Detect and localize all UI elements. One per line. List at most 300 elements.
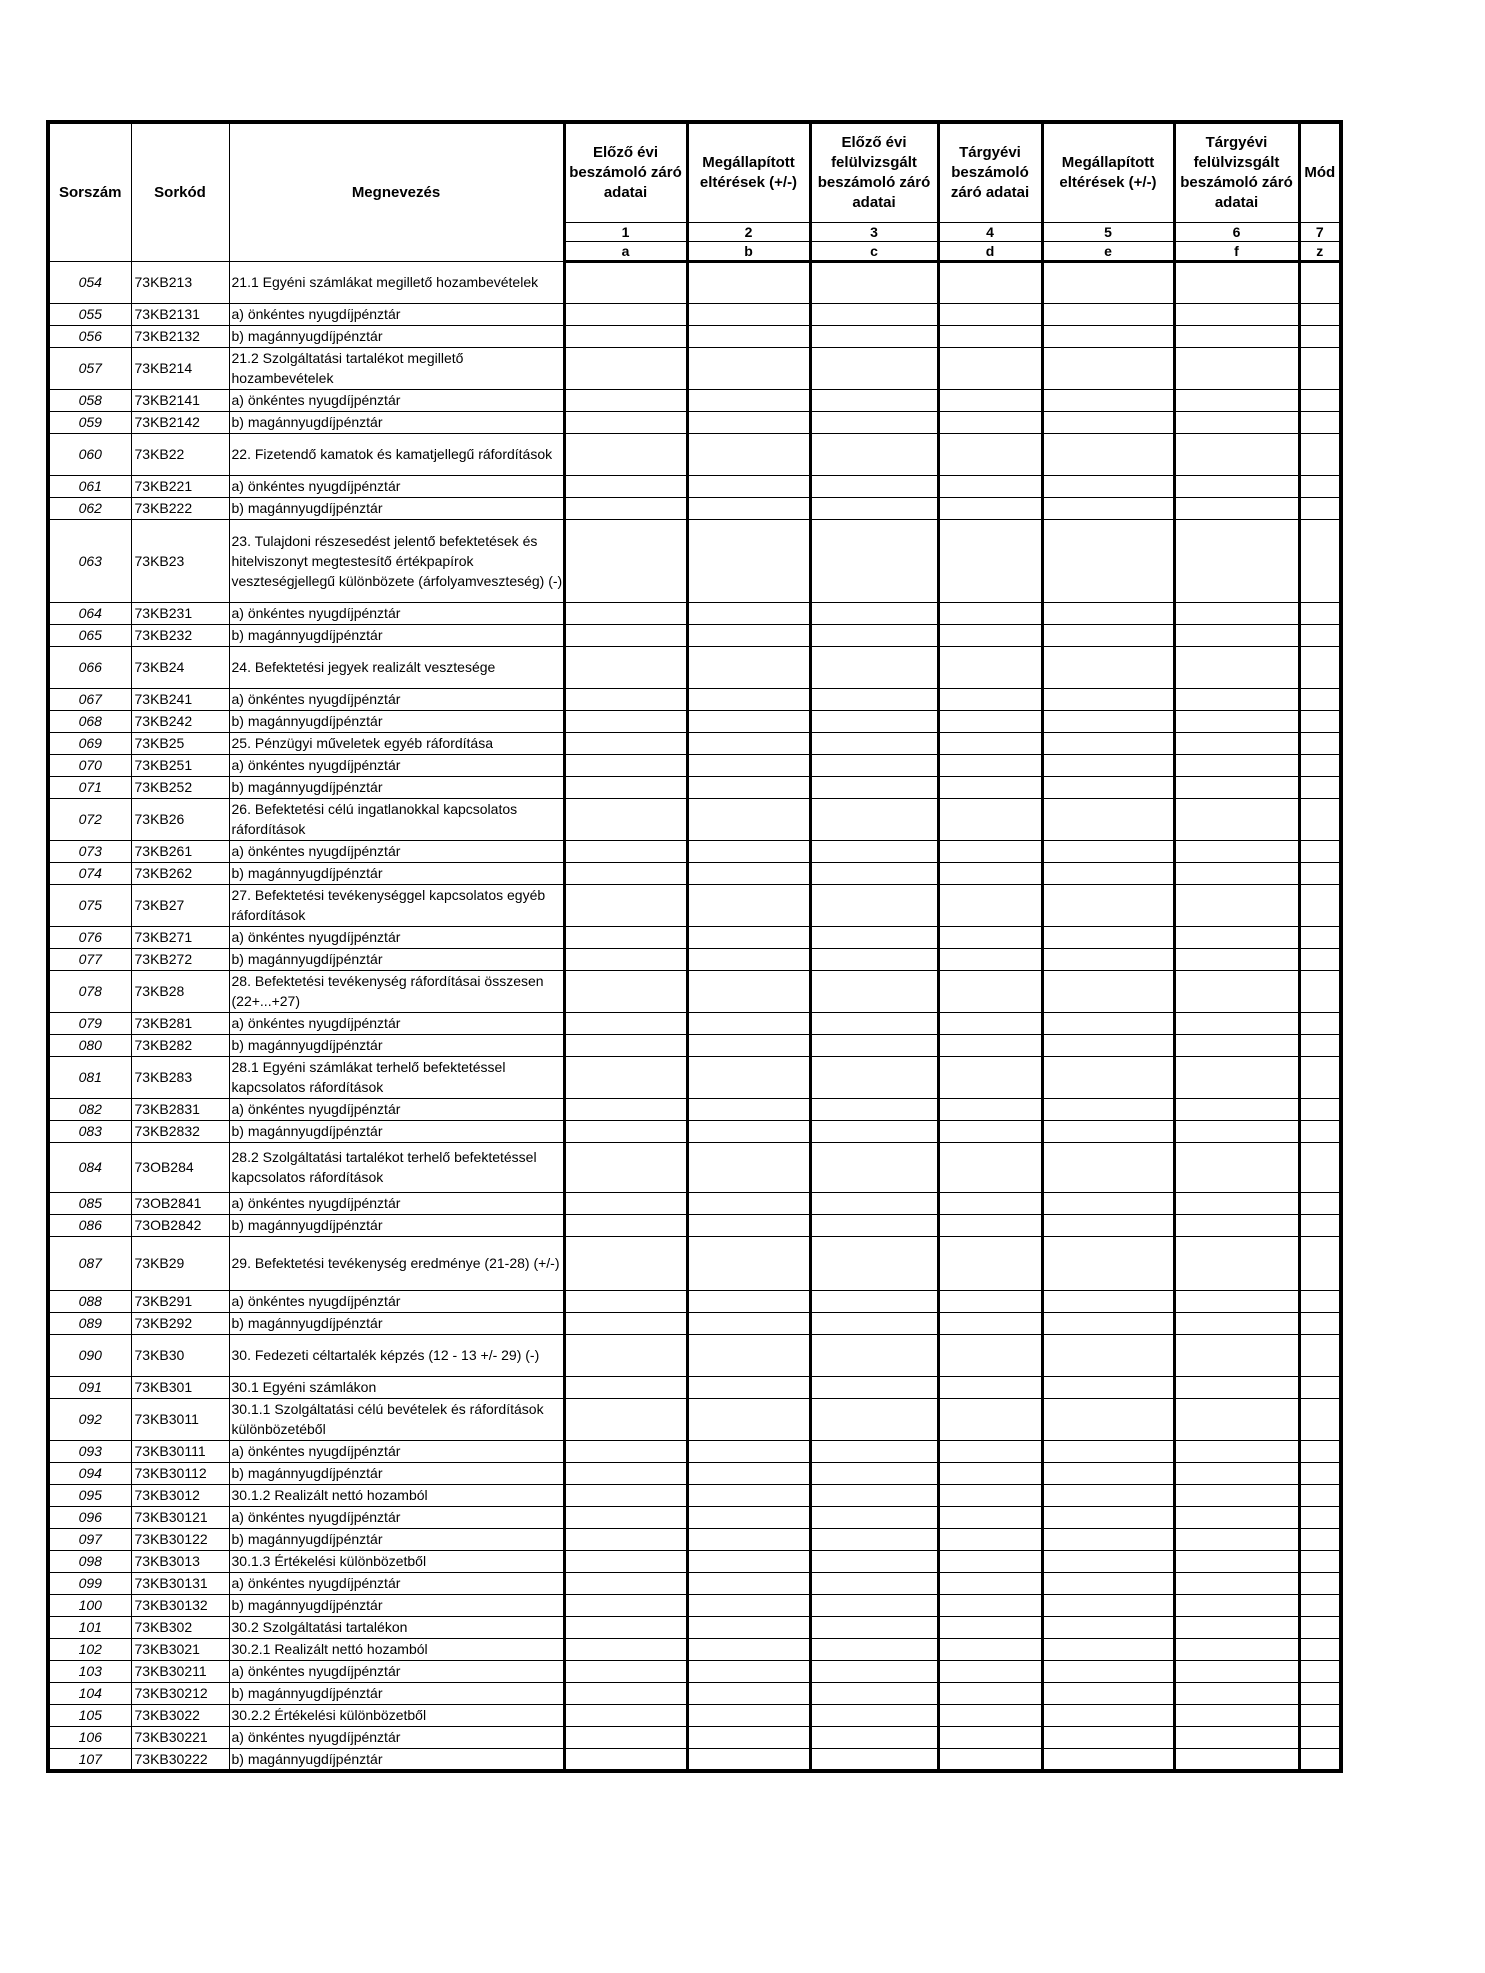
value-cell[interactable]	[1174, 1334, 1299, 1376]
value-cell[interactable]	[1174, 347, 1299, 389]
value-cell[interactable]	[1299, 1376, 1341, 1398]
value-cell[interactable]	[1042, 754, 1174, 776]
value-cell[interactable]	[938, 1214, 1042, 1236]
value-cell[interactable]	[938, 862, 1042, 884]
value-cell[interactable]	[564, 389, 687, 411]
value-cell[interactable]	[1174, 497, 1299, 519]
value-cell[interactable]	[810, 884, 938, 926]
value-cell[interactable]	[810, 1142, 938, 1192]
value-cell[interactable]	[564, 519, 687, 602]
value-cell[interactable]	[564, 1528, 687, 1550]
value-cell[interactable]	[810, 1398, 938, 1440]
value-cell[interactable]	[564, 261, 687, 303]
value-cell[interactable]	[564, 646, 687, 688]
value-cell[interactable]	[1174, 1440, 1299, 1462]
value-cell[interactable]	[1174, 798, 1299, 840]
value-cell[interactable]	[1042, 1056, 1174, 1098]
value-cell[interactable]	[1174, 325, 1299, 347]
value-cell[interactable]	[938, 1312, 1042, 1334]
value-cell[interactable]	[938, 1236, 1042, 1290]
value-cell[interactable]	[810, 1462, 938, 1484]
value-cell[interactable]	[810, 1334, 938, 1376]
value-cell[interactable]	[1299, 1638, 1341, 1660]
value-cell[interactable]	[1174, 1484, 1299, 1506]
value-cell[interactable]	[938, 1660, 1042, 1682]
value-cell[interactable]	[938, 1682, 1042, 1704]
value-cell[interactable]	[1042, 1748, 1174, 1771]
value-cell[interactable]	[810, 1550, 938, 1572]
value-cell[interactable]	[938, 1748, 1042, 1771]
value-cell[interactable]	[938, 347, 1042, 389]
value-cell[interactable]	[687, 754, 810, 776]
value-cell[interactable]	[938, 1440, 1042, 1462]
value-cell[interactable]	[1174, 970, 1299, 1012]
value-cell[interactable]	[1174, 1528, 1299, 1550]
value-cell[interactable]	[1042, 646, 1174, 688]
value-cell[interactable]	[1042, 1572, 1174, 1594]
value-cell[interactable]	[1174, 475, 1299, 497]
value-cell[interactable]	[1174, 1616, 1299, 1638]
value-cell[interactable]	[1174, 862, 1299, 884]
value-cell[interactable]	[1299, 1034, 1341, 1056]
value-cell[interactable]	[938, 1572, 1042, 1594]
value-cell[interactable]	[564, 1334, 687, 1376]
value-cell[interactable]	[1042, 970, 1174, 1012]
value-cell[interactable]	[1174, 732, 1299, 754]
value-cell[interactable]	[938, 433, 1042, 475]
value-cell[interactable]	[938, 754, 1042, 776]
value-cell[interactable]	[687, 1290, 810, 1312]
value-cell[interactable]	[1042, 433, 1174, 475]
value-cell[interactable]	[687, 1726, 810, 1748]
value-cell[interactable]	[1042, 1192, 1174, 1214]
value-cell[interactable]	[810, 1290, 938, 1312]
value-cell[interactable]	[1174, 519, 1299, 602]
value-cell[interactable]	[938, 1484, 1042, 1506]
value-cell[interactable]	[687, 840, 810, 862]
value-cell[interactable]	[938, 1334, 1042, 1376]
value-cell[interactable]	[938, 475, 1042, 497]
value-cell[interactable]	[564, 347, 687, 389]
value-cell[interactable]	[1299, 1506, 1341, 1528]
value-cell[interactable]	[1042, 688, 1174, 710]
value-cell[interactable]	[687, 1398, 810, 1440]
value-cell[interactable]	[1042, 1098, 1174, 1120]
value-cell[interactable]	[810, 1704, 938, 1726]
value-cell[interactable]	[938, 1056, 1042, 1098]
value-cell[interactable]	[810, 1726, 938, 1748]
value-cell[interactable]	[564, 1748, 687, 1771]
value-cell[interactable]	[687, 475, 810, 497]
value-cell[interactable]	[564, 1056, 687, 1098]
value-cell[interactable]	[564, 948, 687, 970]
value-cell[interactable]	[687, 1334, 810, 1376]
value-cell[interactable]	[1042, 776, 1174, 798]
value-cell[interactable]	[810, 389, 938, 411]
value-cell[interactable]	[938, 1704, 1042, 1726]
value-cell[interactable]	[1042, 732, 1174, 754]
value-cell[interactable]	[1299, 1398, 1341, 1440]
value-cell[interactable]	[1042, 1398, 1174, 1440]
value-cell[interactable]	[687, 1312, 810, 1334]
value-cell[interactable]	[1174, 261, 1299, 303]
value-cell[interactable]	[1299, 389, 1341, 411]
value-cell[interactable]	[687, 1142, 810, 1192]
value-cell[interactable]	[1174, 688, 1299, 710]
value-cell[interactable]	[1042, 1290, 1174, 1312]
value-cell[interactable]	[938, 303, 1042, 325]
value-cell[interactable]	[1042, 497, 1174, 519]
value-cell[interactable]	[938, 970, 1042, 1012]
value-cell[interactable]	[1174, 840, 1299, 862]
value-cell[interactable]	[1299, 1142, 1341, 1192]
value-cell[interactable]	[1299, 1748, 1341, 1771]
value-cell[interactable]	[1174, 754, 1299, 776]
value-cell[interactable]	[1299, 948, 1341, 970]
value-cell[interactable]	[1042, 475, 1174, 497]
value-cell[interactable]	[564, 1214, 687, 1236]
value-cell[interactable]	[810, 347, 938, 389]
value-cell[interactable]	[1299, 519, 1341, 602]
value-cell[interactable]	[564, 602, 687, 624]
value-cell[interactable]	[810, 1376, 938, 1398]
value-cell[interactable]	[687, 1034, 810, 1056]
value-cell[interactable]	[1042, 798, 1174, 840]
value-cell[interactable]	[1174, 1638, 1299, 1660]
value-cell[interactable]	[938, 1638, 1042, 1660]
value-cell[interactable]	[938, 1098, 1042, 1120]
value-cell[interactable]	[687, 325, 810, 347]
value-cell[interactable]	[564, 688, 687, 710]
value-cell[interactable]	[1174, 1660, 1299, 1682]
value-cell[interactable]	[1299, 1012, 1341, 1034]
value-cell[interactable]	[1299, 411, 1341, 433]
value-cell[interactable]	[810, 776, 938, 798]
value-cell[interactable]	[1174, 602, 1299, 624]
value-cell[interactable]	[564, 970, 687, 1012]
value-cell[interactable]	[687, 519, 810, 602]
value-cell[interactable]	[687, 1214, 810, 1236]
value-cell[interactable]	[1042, 261, 1174, 303]
value-cell[interactable]	[1042, 926, 1174, 948]
value-cell[interactable]	[1299, 646, 1341, 688]
value-cell[interactable]	[1042, 1484, 1174, 1506]
value-cell[interactable]	[810, 303, 938, 325]
value-cell[interactable]	[1174, 1594, 1299, 1616]
value-cell[interactable]	[564, 754, 687, 776]
value-cell[interactable]	[1042, 1236, 1174, 1290]
value-cell[interactable]	[1299, 1312, 1341, 1334]
value-cell[interactable]	[1042, 1120, 1174, 1142]
value-cell[interactable]	[1174, 710, 1299, 732]
value-cell[interactable]	[1299, 688, 1341, 710]
value-cell[interactable]	[938, 798, 1042, 840]
value-cell[interactable]	[810, 519, 938, 602]
value-cell[interactable]	[1299, 347, 1341, 389]
value-cell[interactable]	[1174, 948, 1299, 970]
value-cell[interactable]	[1042, 1704, 1174, 1726]
value-cell[interactable]	[564, 1398, 687, 1440]
value-cell[interactable]	[687, 497, 810, 519]
value-cell[interactable]	[1042, 389, 1174, 411]
value-cell[interactable]	[687, 1056, 810, 1098]
value-cell[interactable]	[1042, 519, 1174, 602]
value-cell[interactable]	[1042, 1550, 1174, 1572]
value-cell[interactable]	[564, 1312, 687, 1334]
value-cell[interactable]	[810, 1236, 938, 1290]
value-cell[interactable]	[1042, 1034, 1174, 1056]
value-cell[interactable]	[938, 840, 1042, 862]
value-cell[interactable]	[938, 261, 1042, 303]
value-cell[interactable]	[938, 1142, 1042, 1192]
value-cell[interactable]	[810, 754, 938, 776]
value-cell[interactable]	[938, 710, 1042, 732]
value-cell[interactable]	[938, 1726, 1042, 1748]
value-cell[interactable]	[564, 926, 687, 948]
value-cell[interactable]	[1299, 1572, 1341, 1594]
value-cell[interactable]	[938, 884, 1042, 926]
value-cell[interactable]	[687, 1704, 810, 1726]
value-cell[interactable]	[1174, 1748, 1299, 1771]
value-cell[interactable]	[810, 1312, 938, 1334]
value-cell[interactable]	[687, 688, 810, 710]
value-cell[interactable]	[1042, 602, 1174, 624]
value-cell[interactable]	[564, 624, 687, 646]
value-cell[interactable]	[564, 840, 687, 862]
value-cell[interactable]	[810, 261, 938, 303]
value-cell[interactable]	[1042, 1726, 1174, 1748]
value-cell[interactable]	[687, 732, 810, 754]
value-cell[interactable]	[810, 1056, 938, 1098]
value-cell[interactable]	[1042, 1506, 1174, 1528]
value-cell[interactable]	[1042, 325, 1174, 347]
value-cell[interactable]	[564, 1726, 687, 1748]
value-cell[interactable]	[687, 1550, 810, 1572]
value-cell[interactable]	[564, 884, 687, 926]
value-cell[interactable]	[564, 1440, 687, 1462]
value-cell[interactable]	[564, 303, 687, 325]
value-cell[interactable]	[938, 948, 1042, 970]
value-cell[interactable]	[810, 1034, 938, 1056]
value-cell[interactable]	[938, 389, 1042, 411]
value-cell[interactable]	[564, 1376, 687, 1398]
value-cell[interactable]	[1299, 433, 1341, 475]
value-cell[interactable]	[687, 1484, 810, 1506]
value-cell[interactable]	[810, 1440, 938, 1462]
value-cell[interactable]	[1299, 1098, 1341, 1120]
value-cell[interactable]	[1299, 1660, 1341, 1682]
value-cell[interactable]	[938, 1506, 1042, 1528]
value-cell[interactable]	[687, 1594, 810, 1616]
value-cell[interactable]	[564, 776, 687, 798]
value-cell[interactable]	[938, 1594, 1042, 1616]
value-cell[interactable]	[1174, 1034, 1299, 1056]
value-cell[interactable]	[687, 1098, 810, 1120]
value-cell[interactable]	[687, 411, 810, 433]
value-cell[interactable]	[1299, 1214, 1341, 1236]
value-cell[interactable]	[564, 1012, 687, 1034]
value-cell[interactable]	[1174, 624, 1299, 646]
value-cell[interactable]	[938, 646, 1042, 688]
value-cell[interactable]	[1299, 732, 1341, 754]
value-cell[interactable]	[564, 475, 687, 497]
value-cell[interactable]	[938, 1120, 1042, 1142]
value-cell[interactable]	[564, 411, 687, 433]
value-cell[interactable]	[810, 1098, 938, 1120]
value-cell[interactable]	[1042, 1638, 1174, 1660]
value-cell[interactable]	[564, 1236, 687, 1290]
value-cell[interactable]	[1299, 497, 1341, 519]
value-cell[interactable]	[1042, 1142, 1174, 1192]
value-cell[interactable]	[687, 776, 810, 798]
value-cell[interactable]	[938, 1616, 1042, 1638]
value-cell[interactable]	[1299, 303, 1341, 325]
value-cell[interactable]	[1299, 602, 1341, 624]
value-cell[interactable]	[564, 862, 687, 884]
value-cell[interactable]	[1299, 1484, 1341, 1506]
value-cell[interactable]	[687, 1376, 810, 1398]
value-cell[interactable]	[938, 1290, 1042, 1312]
value-cell[interactable]	[810, 840, 938, 862]
value-cell[interactable]	[1174, 1376, 1299, 1398]
value-cell[interactable]	[938, 1034, 1042, 1056]
value-cell[interactable]	[687, 1192, 810, 1214]
value-cell[interactable]	[564, 1192, 687, 1214]
value-cell[interactable]	[1174, 1120, 1299, 1142]
value-cell[interactable]	[687, 1506, 810, 1528]
value-cell[interactable]	[1174, 411, 1299, 433]
value-cell[interactable]	[1299, 1616, 1341, 1638]
value-cell[interactable]	[938, 1550, 1042, 1572]
value-cell[interactable]	[564, 433, 687, 475]
value-cell[interactable]	[1299, 1120, 1341, 1142]
value-cell[interactable]	[564, 798, 687, 840]
value-cell[interactable]	[564, 1142, 687, 1192]
value-cell[interactable]	[1299, 710, 1341, 732]
value-cell[interactable]	[1299, 1726, 1341, 1748]
value-cell[interactable]	[810, 1484, 938, 1506]
value-cell[interactable]	[564, 1290, 687, 1312]
value-cell[interactable]	[564, 1704, 687, 1726]
value-cell[interactable]	[687, 1682, 810, 1704]
value-cell[interactable]	[810, 646, 938, 688]
value-cell[interactable]	[1174, 776, 1299, 798]
value-cell[interactable]	[1299, 776, 1341, 798]
value-cell[interactable]	[810, 433, 938, 475]
value-cell[interactable]	[687, 602, 810, 624]
value-cell[interactable]	[810, 710, 938, 732]
value-cell[interactable]	[1299, 1528, 1341, 1550]
value-cell[interactable]	[810, 1638, 938, 1660]
value-cell[interactable]	[687, 1660, 810, 1682]
value-cell[interactable]	[687, 1528, 810, 1550]
value-cell[interactable]	[810, 732, 938, 754]
value-cell[interactable]	[1042, 948, 1174, 970]
value-cell[interactable]	[1299, 1704, 1341, 1726]
value-cell[interactable]	[1042, 1682, 1174, 1704]
value-cell[interactable]	[1299, 754, 1341, 776]
value-cell[interactable]	[1299, 475, 1341, 497]
value-cell[interactable]	[938, 732, 1042, 754]
value-cell[interactable]	[1299, 884, 1341, 926]
value-cell[interactable]	[564, 1550, 687, 1572]
value-cell[interactable]	[1042, 884, 1174, 926]
value-cell[interactable]	[1174, 1704, 1299, 1726]
value-cell[interactable]	[1174, 389, 1299, 411]
value-cell[interactable]	[564, 1120, 687, 1142]
value-cell[interactable]	[687, 389, 810, 411]
value-cell[interactable]	[687, 303, 810, 325]
value-cell[interactable]	[1042, 862, 1174, 884]
value-cell[interactable]	[687, 884, 810, 926]
value-cell[interactable]	[1299, 1236, 1341, 1290]
value-cell[interactable]	[938, 776, 1042, 798]
value-cell[interactable]	[810, 1120, 938, 1142]
value-cell[interactable]	[1174, 884, 1299, 926]
value-cell[interactable]	[564, 1484, 687, 1506]
value-cell[interactable]	[1174, 1726, 1299, 1748]
value-cell[interactable]	[810, 1192, 938, 1214]
value-cell[interactable]	[1042, 411, 1174, 433]
value-cell[interactable]	[687, 710, 810, 732]
value-cell[interactable]	[687, 798, 810, 840]
value-cell[interactable]	[1174, 926, 1299, 948]
value-cell[interactable]	[564, 1572, 687, 1594]
value-cell[interactable]	[810, 475, 938, 497]
value-cell[interactable]	[1174, 1290, 1299, 1312]
value-cell[interactable]	[1299, 1462, 1341, 1484]
value-cell[interactable]	[810, 325, 938, 347]
value-cell[interactable]	[564, 710, 687, 732]
value-cell[interactable]	[1042, 1616, 1174, 1638]
value-cell[interactable]	[938, 926, 1042, 948]
value-cell[interactable]	[1042, 1334, 1174, 1376]
value-cell[interactable]	[938, 519, 1042, 602]
value-cell[interactable]	[687, 1616, 810, 1638]
value-cell[interactable]	[1299, 926, 1341, 948]
value-cell[interactable]	[564, 325, 687, 347]
value-cell[interactable]	[938, 325, 1042, 347]
value-cell[interactable]	[564, 1594, 687, 1616]
value-cell[interactable]	[687, 261, 810, 303]
value-cell[interactable]	[810, 948, 938, 970]
value-cell[interactable]	[1042, 1214, 1174, 1236]
value-cell[interactable]	[1042, 840, 1174, 862]
value-cell[interactable]	[1299, 1290, 1341, 1312]
value-cell[interactable]	[564, 1506, 687, 1528]
value-cell[interactable]	[810, 1616, 938, 1638]
value-cell[interactable]	[810, 862, 938, 884]
value-cell[interactable]	[1042, 624, 1174, 646]
value-cell[interactable]	[687, 1462, 810, 1484]
value-cell[interactable]	[1299, 862, 1341, 884]
value-cell[interactable]	[1299, 798, 1341, 840]
value-cell[interactable]	[1174, 303, 1299, 325]
value-cell[interactable]	[687, 347, 810, 389]
value-cell[interactable]	[1174, 1462, 1299, 1484]
value-cell[interactable]	[564, 1660, 687, 1682]
value-cell[interactable]	[938, 497, 1042, 519]
value-cell[interactable]	[938, 1462, 1042, 1484]
value-cell[interactable]	[1042, 1594, 1174, 1616]
value-cell[interactable]	[687, 646, 810, 688]
value-cell[interactable]	[1174, 1098, 1299, 1120]
value-cell[interactable]	[810, 1660, 938, 1682]
value-cell[interactable]	[687, 1440, 810, 1462]
value-cell[interactable]	[938, 411, 1042, 433]
value-cell[interactable]	[687, 1236, 810, 1290]
value-cell[interactable]	[938, 1012, 1042, 1034]
